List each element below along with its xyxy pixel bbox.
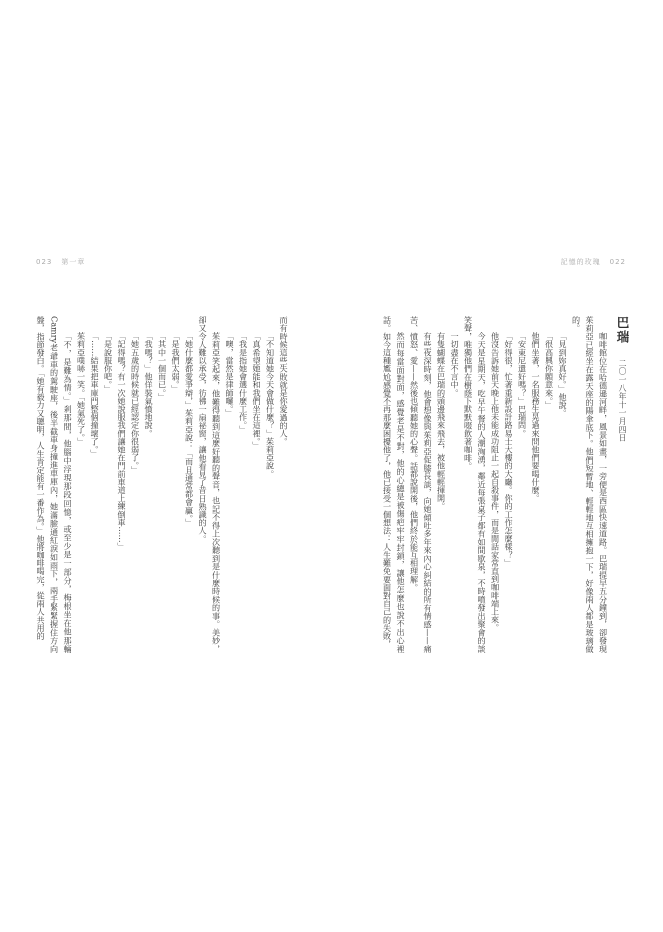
paragraph: 「噢，當然是律師囉。」 <box>225 332 235 418</box>
paragraph: 一切盡在不言中。 <box>450 332 460 397</box>
paragraph: 他沒告訴她前天晚上他未能成功阻止一起自殺事件，而是閒話家常直到咖啡端上來。 <box>490 332 501 632</box>
chapter-title: 巴瑞 <box>615 316 630 345</box>
paragraph: 他們坐著，一名服務生晃過來問他們要喝什麼。 <box>531 332 541 503</box>
left-page-text <box>33 316 290 653</box>
paragraph: 「好得很，忙著重新設計路易士大樓的大廳。你的工作怎麼樣？」 <box>504 332 514 568</box>
chapter-date: 二〇一八年十一月四日 <box>618 359 627 442</box>
paragraph: 然而每當面對面，感覺老是不對，他的心總是被傷疤牢牢封鎖，讓他怎麼也說不出心裡話。如今這種尷尬感覺不再那麼困擾他了，他已接受一個想法：人生難免要面對自己的失敗， <box>382 316 406 653</box>
paragraph: 「她五歲的時候就已經認定你很弱了。」 <box>130 332 141 474</box>
paragraph: 「安東尼還好嗎？」巴瑞問。 <box>517 332 528 438</box>
paragraph: 茱莉亞噗哧一笑。「她氣死了。」 <box>76 332 87 446</box>
paragraph: 茱莉亞笑起來，他難得聽到這麼好聽的聲音，也記不得上次聽到是什麼時候的事。美妙，卻又令人難以承受，彷彿一扇祕窗，讓他看見了昔日熟識的人。 <box>198 316 222 653</box>
paragraph: 「很高興你願意來。」 <box>544 332 555 410</box>
paragraph: 有隻蝴蝶在巴瑞的頭邊飛來飛去，被他輕輕揮開。 <box>436 332 447 511</box>
paragraph: 「其中一個而已。」 <box>157 332 168 402</box>
left-page-paragraphs <box>34 316 291 653</box>
chapter-heading <box>615 316 630 653</box>
page-number-right: 022 <box>609 258 626 266</box>
paragraph: 咖啡館位在哈德遜河畔，風景如畫，一旁便是西區快速道路。巴瑞提早五分鐘到，卻發現茱莉亞已經坐在露天座的陽傘底下。他們短暫地、輕輕地互相擁抱一下，好像兩人都是玻璃做的。 <box>571 316 609 653</box>
paragraph: 有些夜深時刻，他會想像與茱莉亞促膝長談，向她傾吐多年來內心糾結的所有情感——痛苦、憤怒、愛——然後也傾聽她的心聲。話都說開後，他們終於能互相理解。 <box>409 316 433 653</box>
paragraph: 「是我們太弱。」 <box>171 332 181 393</box>
right-page-paragraphs <box>380 316 610 653</box>
chapter-section-label: 第一章 <box>61 258 86 266</box>
paragraph: 「是說服你吧。」 <box>103 332 114 393</box>
paragraph: 「真希望她能和我們坐在這裡。」 <box>252 332 262 450</box>
paragraph: 「……結果把車庫門整個撞壞了。」 <box>90 332 100 458</box>
running-head-right <box>561 257 626 267</box>
paragraph: 「她什麼都愛爭辯，」茱莉亞說：「而且通常都會贏。」 <box>184 332 195 527</box>
right-page-text <box>382 316 630 653</box>
paragraph: 而有時候這些失敗就是你愛過的人。 <box>279 316 289 446</box>
running-head-left <box>36 257 85 267</box>
paragraph: 今天是星期天，吃早午餐的人潮洶湧，鄰近每張桌子都有如間歇泉，不時噴發出聚會的談笑聲，唯獨他們在樹蔭下默默啜飲著咖啡。 <box>463 316 487 653</box>
paragraph: 「我嗎？」他佯裝氣憤地說。 <box>144 332 154 438</box>
paragraph: 「不，是難為情。」剎那間，他腦中浮現那段回憶，或至少是一部分，梅根坐在他那輛Camry老爺車的駕駛座，後半截車身撞進車庫內，她滿臉通紅淚如雨下，兩手緊緊握住方向盤，指節發白。「她有毅力又聰明，人生肯定能有一番作為。」他將咖啡喝完，從兩人共用的 <box>36 316 73 653</box>
paragraph: 「我是指她會選什麼工作。」 <box>238 332 249 434</box>
page-number-left: 023 <box>36 258 53 266</box>
book-title-label: 記憶的玫瑰 <box>560 258 601 266</box>
paragraph: 「見到妳真好。」他說。 <box>558 332 568 418</box>
paragraph: 「不知道她今天會做什麼？」茱莉亞說。 <box>265 332 276 478</box>
paragraph: 「記得嗎？有一次她說服我們讓她在門前車道上練倒車……」 <box>117 332 127 551</box>
